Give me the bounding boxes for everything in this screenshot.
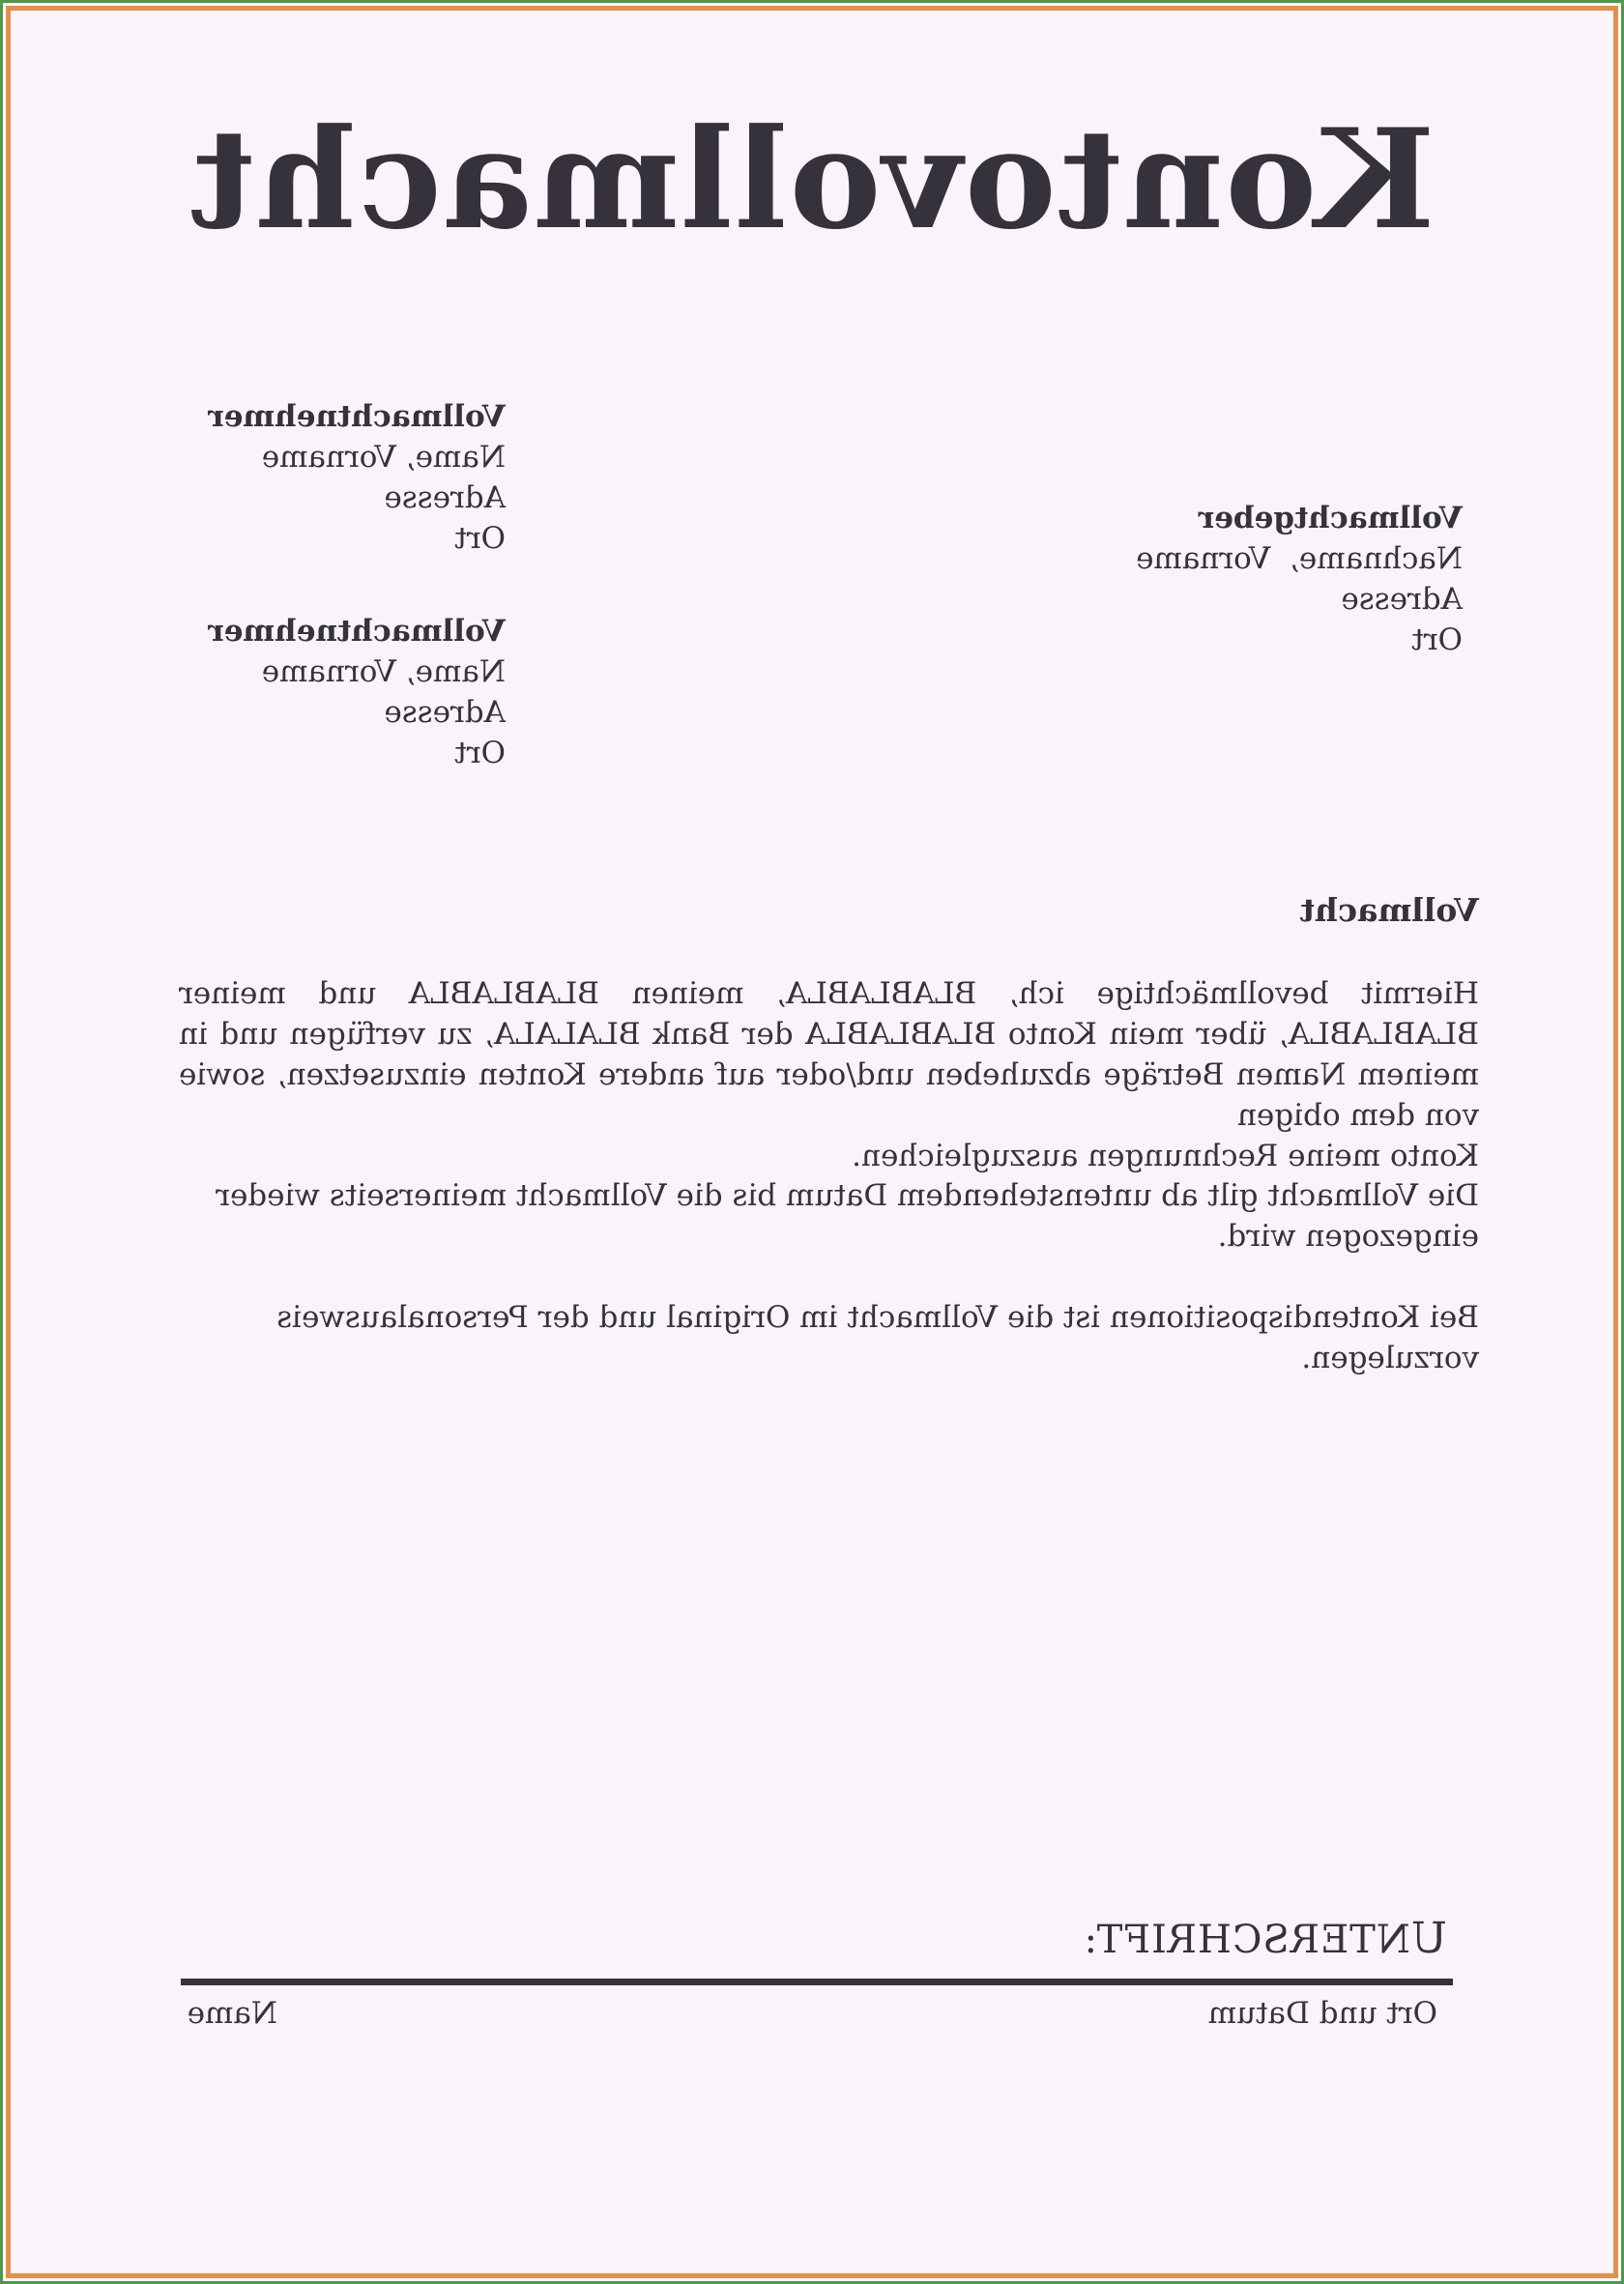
paragraph-text: Die Vollmacht gilt ab untenstehendem Datum bis die Vollmacht meinerseits wieder (216, 1178, 1479, 1213)
signature-label-initial: U (1409, 1914, 1447, 1963)
agent-heading: Vollmachtnehmer (208, 399, 506, 434)
agent-city: Ort (454, 736, 506, 770)
agent-address: Adresse (384, 695, 506, 730)
signature-line (181, 1979, 1453, 1985)
signature-label (1084, 1914, 1447, 1963)
paragraph-2 (179, 1175, 1479, 1257)
principal-name: Nachname, Vorname (1136, 541, 1463, 576)
name-caption: Name (187, 1996, 277, 2031)
section-heading: Vollmacht (1299, 891, 1479, 929)
paragraph-1 (179, 973, 1479, 1176)
paragraph-3 (179, 1297, 1479, 1378)
principal-city: Ort (1411, 622, 1463, 657)
place-date-caption: Ort und Datum (1207, 1996, 1437, 2031)
principal-block (1136, 498, 1463, 660)
paragraph-text: Hiermit bevollmächtige ich, BLABLABLA, meinen BLABLABLA und meiner BLABLABLA, über mein Konto BLABLABLA der Bank BLALALA, zu verfügen und in meinem Namen Beträge abzuheben und/oder auf andere Konten einzusetzen, sowie von dem obigen (179, 976, 1479, 1133)
agent-address: Adresse (384, 480, 506, 515)
agent-name: Name, Vorname (261, 654, 506, 689)
document-title: Kontovollmacht (188, 100, 1436, 260)
principal-heading: Vollmachtgeber (1198, 501, 1463, 535)
paragraph-last-line: eingezogen wird. (1217, 1219, 1479, 1254)
agent-heading: Vollmachtnehmer (208, 614, 506, 649)
signature-label-rest: NTERSCHRIFT: (1083, 1918, 1410, 1962)
agent-name: Name, Vorname (261, 440, 506, 475)
paragraph-text: Bei Kontendispositionen ist die Vollmacht im Original und der Personalausweis (276, 1300, 1479, 1335)
paragraph-last-line: Konto meine Rechnungen auszugleichen. (852, 1139, 1479, 1173)
agent-block-2 (208, 611, 506, 773)
agent-block-1 (208, 396, 506, 559)
paragraph-last-line: vorzulegen. (1301, 1341, 1479, 1375)
principal-address: Adresse (1341, 582, 1463, 617)
agent-city: Ort (454, 521, 506, 556)
